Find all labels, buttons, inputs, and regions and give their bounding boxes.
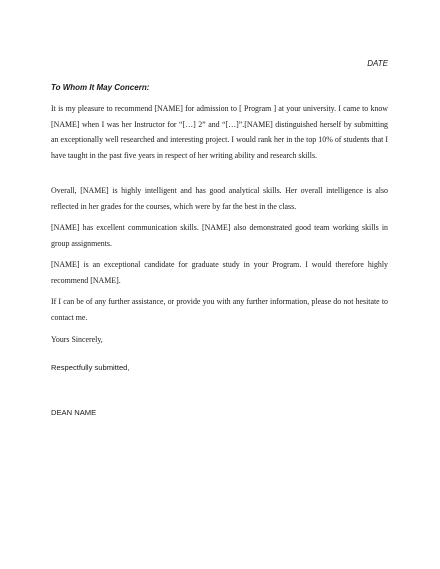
letter-paragraph-communication: [NAME] has excellent communication skills. [NAME] also demonstrated good team working skills in group assignments. — [51, 223, 388, 248]
letter-paragraph-candidate: [NAME] is an exceptional candidate for graduate study in your Program. I would therefore highly recommend [NAME]. — [51, 260, 388, 285]
letter-paragraph-recommendation: It is my pleasure to recommend [NAME] for admission to [ Program ] at your university. I came to know [NAME] when I was her Instructor for “[…] 2” and “[…]”.[NAME] distinguished herself by submitting an exceptionally well researched and interesting project. I would rank her in the top 10% of students that I have taught in the past five years in respect of her writing ability and research skills. — [51, 104, 388, 160]
letter-paragraph-intelligence: Overall, [NAME] is highly intelligent and has good analytical skills. Her overall intelligence is also reflected in her grades for the courses, which were by far the best in the class. — [51, 186, 388, 211]
letter-salutation: To Whom It May Concern: — [51, 83, 150, 92]
letter-date: DATE — [367, 59, 388, 68]
letter-signer-name: DEAN NAME — [51, 408, 97, 417]
letter-paragraph-contact: If I can be of any further assistance, or provide you with any further information, please do not hesitate to contact me. — [51, 297, 388, 322]
letter-closing: Yours Sincerely, — [51, 335, 103, 344]
letter-submitted-line: Respectfully submitted, — [51, 363, 130, 372]
